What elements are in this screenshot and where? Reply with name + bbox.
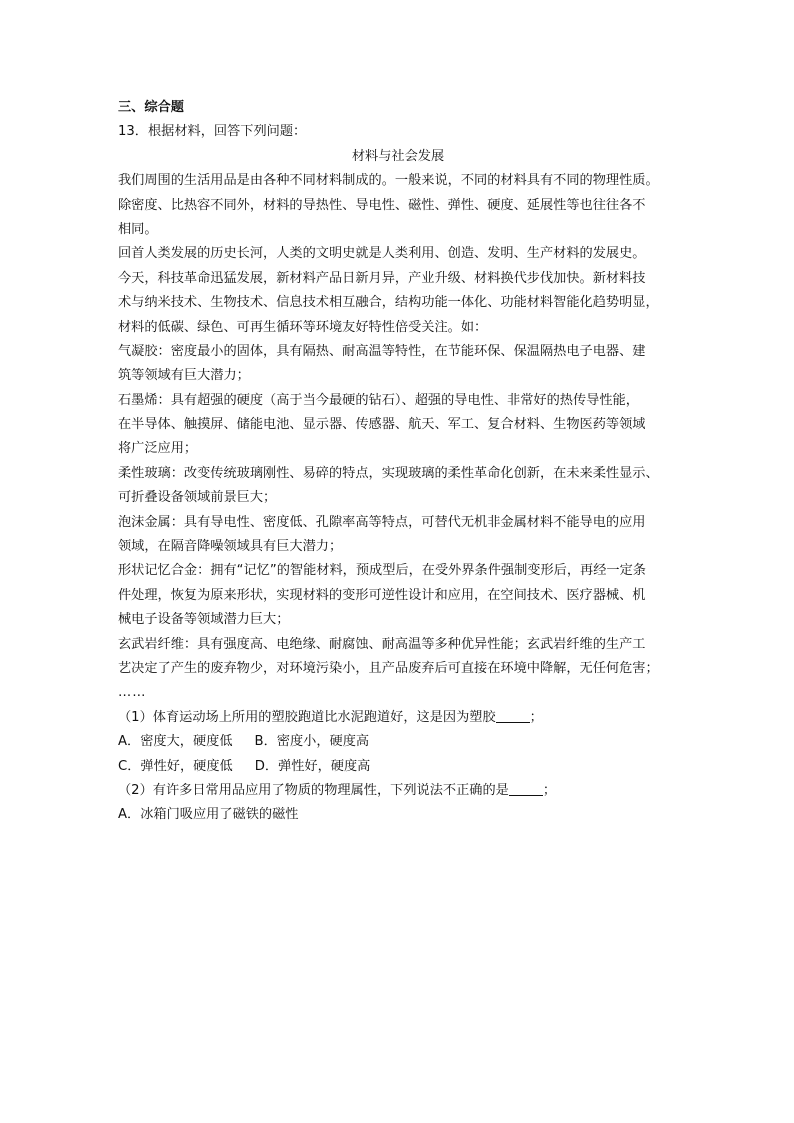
question-1-text: （1）体育运动场上所用的塑胶跑道比水泥跑道好，这是因为塑胶 (118, 709, 496, 725)
question-1-options-row-2 (118, 755, 678, 779)
answer-blank[interactable] (496, 706, 530, 723)
ellipsis: …… (118, 685, 147, 701)
question-2-option-a[interactable]: A．冰箱门吸应用了磁铁的磁性 (118, 807, 299, 823)
passage-line: 柔性玻璃：改变传统玻璃刚性、易碎的特点，实现玻璃的柔性革命化创新，在未来柔性显示、 (118, 465, 659, 481)
passage-line: 材料的低碳、绿色、可再生循环等环境友好特性倍受关注。如： (118, 319, 488, 335)
passage-line: 在半导体、触摸屏、储能电池、显示器、传感器、航天、军工、复合材料、生物医药等领域 (118, 417, 646, 433)
question-1-options-row-1 (118, 730, 678, 754)
passage-line: 石墨烯：具有超强的硬度（高于当今最硬的钻石）、超强的导电性、非常好的热传导性能， (118, 392, 639, 408)
document-page (118, 96, 678, 828)
passage-line: 筑等领域有巨大潜力； (118, 368, 250, 384)
passage-line: 形状记忆合金：拥有“记忆”的智能材料，预成型后，在受外界条件强制变形后，再经一定条 (118, 563, 646, 579)
passage-line: 泡沫金属：具有导电性、密度低、孔隙率高等特点，可替代无机非金属材料不能导电的应用 (118, 514, 646, 530)
option-a[interactable]: A．密度大，硬度低 (118, 734, 233, 750)
passage-line: 相同。 (118, 221, 158, 237)
passage-line: 除密度、比热容不同外，材料的导热性、导电性、磁性、弹性、硬度、延展性等也往往各不 (118, 197, 646, 213)
passage (118, 169, 678, 681)
answer-blank[interactable] (509, 779, 543, 796)
option-b[interactable]: B．密度小，硬度高 (254, 734, 370, 750)
passage-line: 术与纳米技术、生物技术、信息技术相互融合，结构功能一体化、功能材料智能化趋势明显， (118, 295, 659, 311)
passage-line: 可折叠设备领域前景巨大； (118, 490, 277, 506)
option-c[interactable]: C．弹性好，硬度低 (118, 758, 233, 774)
passage-line: 今天，科技革命迅猛发展，新材料产品日新月异，产业升级、材料换代步伐加快。新材料技 (118, 270, 646, 286)
passage-line: 艺决定了产生的废弃物少，对环境污染小，且产品废弃后可直接在环境中降解，无任何危害； (118, 660, 659, 676)
passage-line: 将广泛应用； (118, 441, 198, 457)
passage-title: 材料与社会发展 (351, 148, 445, 164)
question-stem: 13．根据材料，回答下列问题： (118, 124, 307, 140)
question-2-text: （2）有许多日常用品应用了物质的物理属性，下列说法不正确的是 (118, 782, 509, 798)
passage-line: 气凝胶：密度最小的固体，具有隔热、耐高温等特性，在节能环保、保温隔热电子电器、建 (118, 343, 646, 359)
option-d[interactable]: D．弹性好，硬度高 (254, 758, 371, 774)
question-1-suffix: ； (529, 709, 543, 725)
passage-line: 领域，在隔音降噪领域具有巨大潜力； (118, 539, 343, 555)
question-2-suffix: ； (542, 782, 557, 798)
question-1 (118, 706, 678, 730)
passage-line: 回首人类发展的历史长河，人类的文明史就是人类利用、创造、发明、生产材料的发展史。 (118, 246, 646, 262)
passage-line: 玄武岩纤维：具有强度高、电绝缘、耐腐蚀、耐高温等多种优异性能；玄武岩纤维的生产工 (118, 636, 646, 652)
section-heading: 三、综合题 (118, 100, 184, 115)
passage-line: 械电子设备等领域潜力巨大； (118, 612, 290, 628)
passage-line: 我们周围的生活用品是由各种不同材料制成的。一般来说，不同的材料具有不同的物理性质。 (118, 173, 659, 189)
question-2 (118, 779, 678, 803)
passage-line: 件处理，恢复为原来形状，实现材料的变形可逆性设计和应用，在空间技术、医疗器械、机 (118, 587, 646, 603)
